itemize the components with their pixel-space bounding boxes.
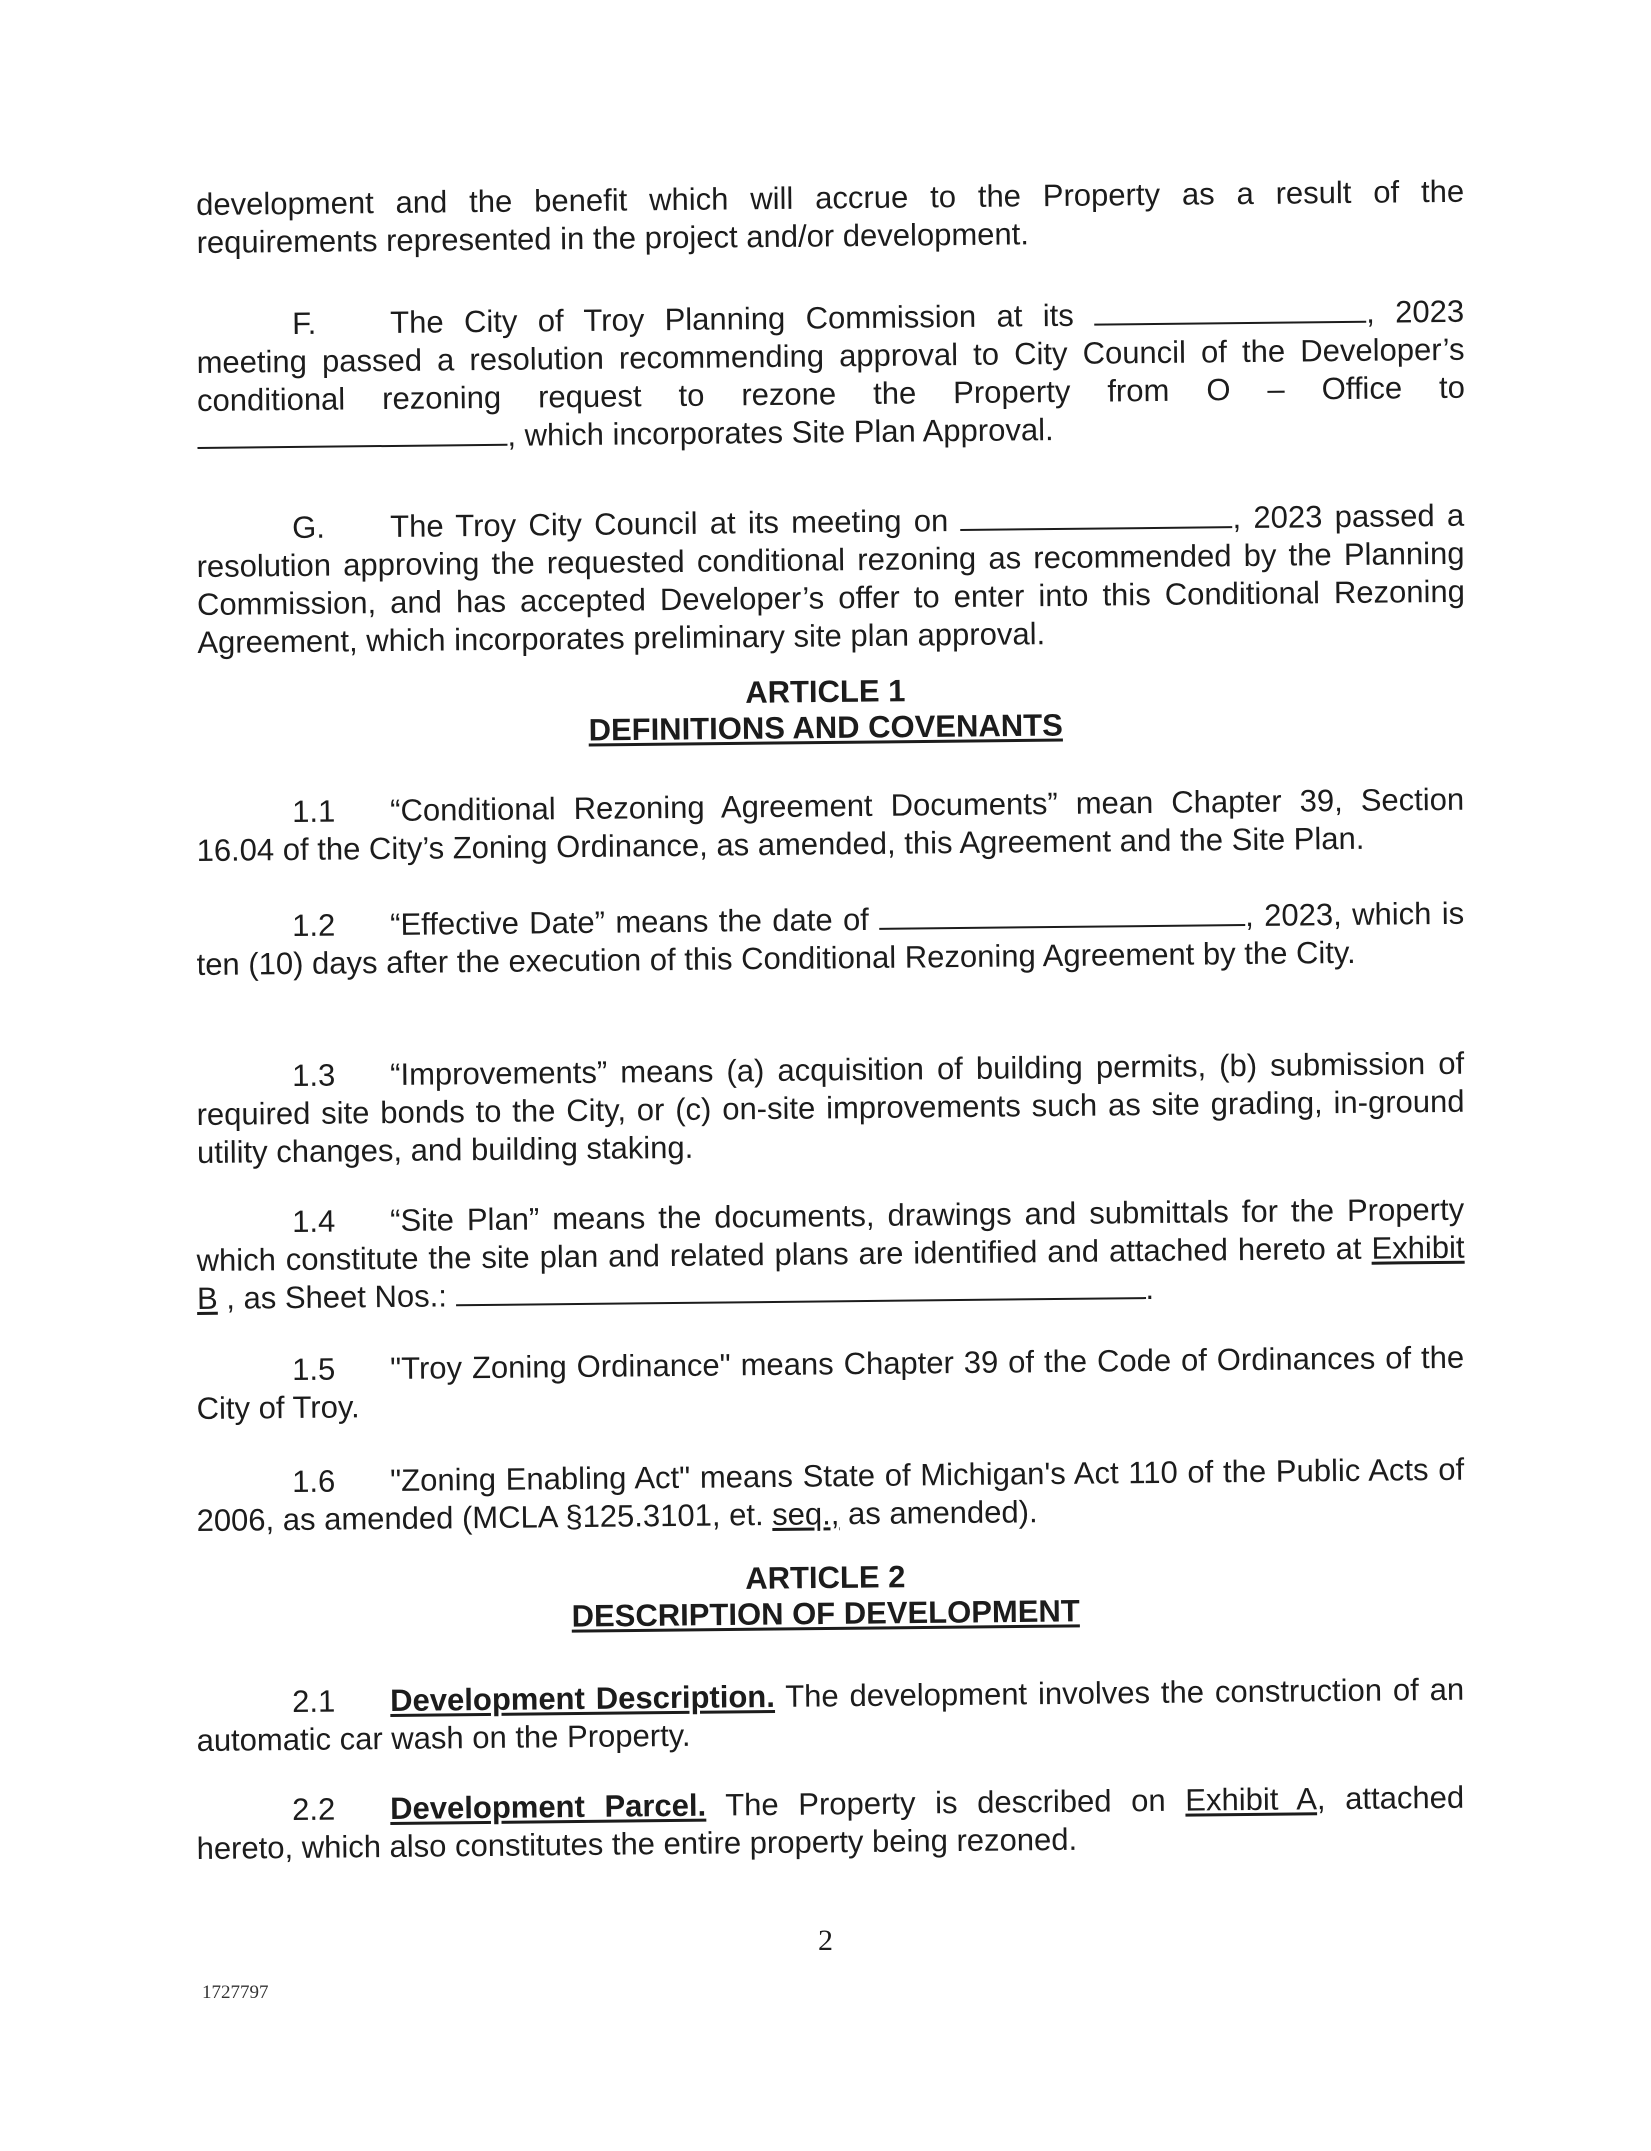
- sheet-nos-blank: [455, 1271, 1145, 1306]
- section-text-1: "Zoning Enabling Act" means State of Michigan's Act 110 of the Public Acts of 2006, as amended (MCLA §125.3101, et.: [196, 1451, 1465, 1538]
- section-text: "Troy Zoning Ordinance" means Chapter 39 of the Code of Ordinances of the City of Troy.: [196, 1339, 1465, 1426]
- section-text-1: “Effective Date” means the date of: [389, 901, 869, 942]
- section-text-1: The Property is described on: [725, 1782, 1166, 1823]
- section-number: 1.4: [292, 1203, 336, 1239]
- article-1-header: [0, 665, 1651, 754]
- exhibit-b-reference: Exhibit B: [196, 1229, 1465, 1316]
- zoning-district-blank: [197, 418, 507, 449]
- section-text-2: , attached hereto, which also constitutes the entire property being rezoned.: [196, 1779, 1465, 1866]
- section-2-1: [196, 1671, 1465, 1760]
- document-id: 1727797: [202, 1982, 269, 2003]
- section-number: 1.5: [292, 1351, 336, 1387]
- paragraph-g-text-2: , 2023 passed a resolution approving the requested conditional rezoning as recommended by the Planning Commission, and has accepted Developer’s offer to enter into this Conditional Rezoning Agreement, which incorporates preliminary site plan approval.: [196, 497, 1466, 660]
- section-title: Development Parcel.: [389, 1787, 707, 1826]
- section-text-2: as amended).: [847, 1494, 1038, 1532]
- article-1-number: ARTICLE 1: [745, 673, 906, 710]
- paragraph-g: [196, 497, 1466, 662]
- article-2-heading: DESCRIPTION OF DEVELOPMENT: [571, 1593, 1080, 1634]
- paragraph-f-text-3: , which incorporates Site Plan Approval.: [507, 412, 1054, 453]
- article-1-heading: DEFINITIONS AND COVENANTS: [588, 707, 1063, 748]
- section-1-2: [196, 895, 1465, 984]
- paragraph-f: [196, 293, 1466, 458]
- section-text-2: , as Sheet Nos.:: [226, 1278, 448, 1316]
- section-text: “Improvements” means (a) acquisition of building permits, (b) submission of required site bonds to the City, or (c) on-site improvements such as site grading, in-ground utility changes, and building staking.: [196, 1045, 1465, 1170]
- section-text: “Conditional Rezoning Agreement Documents” mean Chapter 39, Section 16.04 of the City’s Zoning Ordinance, as amended, this Agreement and the Site Plan.: [196, 781, 1465, 868]
- section-1-5: [196, 1339, 1465, 1428]
- article-2-header: [0, 1551, 1651, 1640]
- paragraph-g-text-1: The Troy City Council at its meeting on: [389, 503, 949, 544]
- section-1-4: [196, 1191, 1465, 1318]
- section-title: Development Description.: [389, 1678, 776, 1718]
- paragraph-f-letter: F.: [292, 305, 317, 341]
- paragraph-g-letter: G.: [292, 509, 326, 545]
- intro-text: development and the benefit which will accrue to the Property as a result of the requirements represented in the project and/or development.: [196, 173, 1465, 260]
- section-number: 1.2: [292, 907, 336, 943]
- paragraph-f-text-1: The City of Troy Planning Commission at its: [389, 297, 1074, 340]
- section-text-2: , 2023, which is ten (10) days after the execution of this Conditional Rezoning Agreement by the City.: [196, 895, 1465, 982]
- page-number: 2: [818, 1924, 833, 1957]
- section-text-3: .: [1145, 1270, 1155, 1307]
- commission-date-blank: [1094, 295, 1366, 326]
- seq-reference: seq.,: [772, 1496, 840, 1532]
- article-2-number: ARTICLE 2: [745, 1559, 906, 1596]
- section-number: 1.1: [292, 793, 336, 829]
- section-1-1: [196, 781, 1465, 870]
- exhibit-a-reference: Exhibit A: [1185, 1781, 1318, 1818]
- section-1-3: [196, 1045, 1465, 1172]
- section-number: 1.6: [292, 1463, 336, 1499]
- paragraph-f-text-2: , 2023 meeting passed a resolution recommending approval to City Council of the Developer’s conditional rezoning request to rezone the Property from O – Office to: [196, 293, 1466, 418]
- section-text: The development involves the construction of an automatic car wash on the Property.: [196, 1671, 1465, 1758]
- section-text-1: “Site Plan” means the documents, drawings and submittals for the Property which constitute the site plan and related plans are identified and attached hereto at: [196, 1191, 1465, 1278]
- intro-paragraph: [196, 173, 1465, 262]
- section-number: 1.3: [292, 1057, 336, 1093]
- section-number: 2.1: [292, 1683, 336, 1719]
- section-2-2: [196, 1779, 1465, 1868]
- section-number: 2.2: [292, 1791, 336, 1827]
- section-1-6: [196, 1451, 1465, 1540]
- effective-date-blank: [879, 898, 1245, 930]
- council-date-blank: [960, 500, 1232, 531]
